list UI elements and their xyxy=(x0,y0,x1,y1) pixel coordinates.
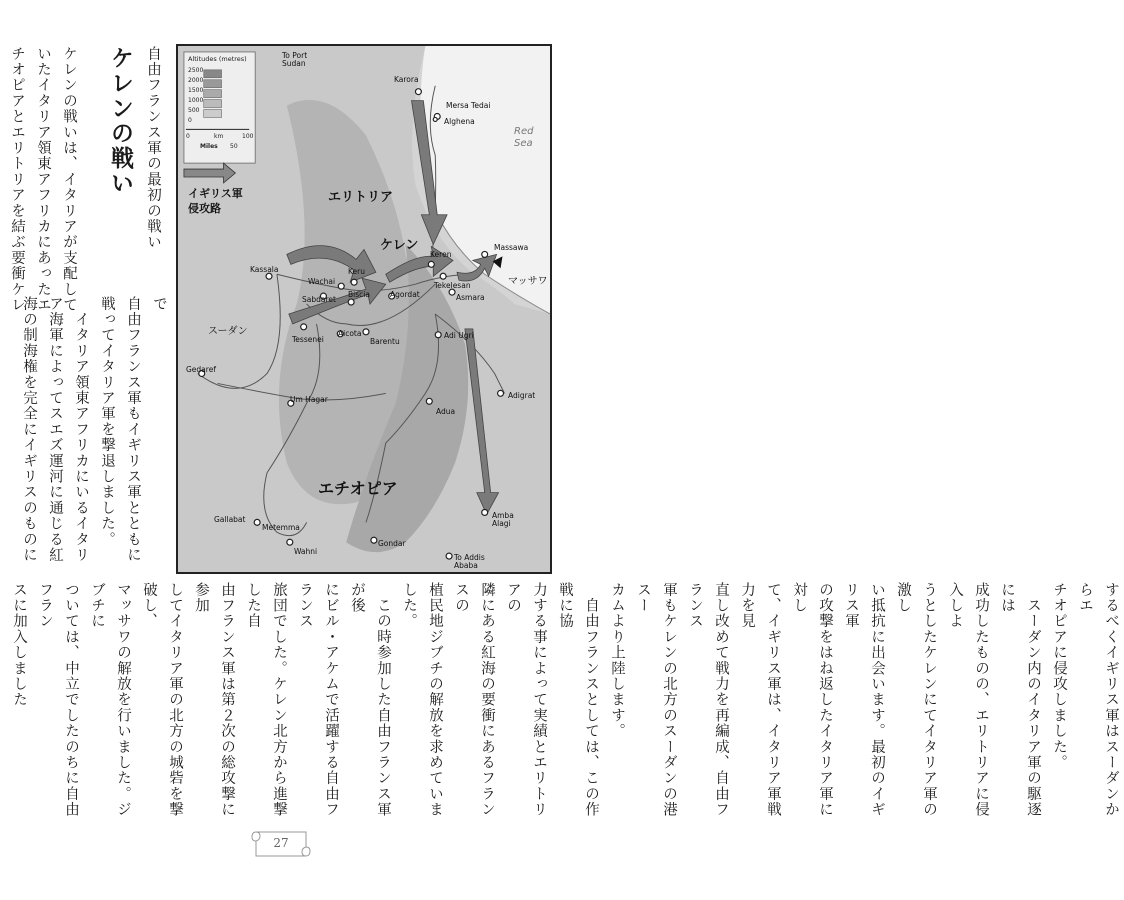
place-label: Adua xyxy=(436,407,456,416)
place-label: Barentu xyxy=(370,337,400,346)
scale-km: km xyxy=(214,133,224,140)
place-label: Wahni xyxy=(294,547,318,556)
place-label: Wachai xyxy=(308,277,336,286)
article-subtitle: 自由フランス軍の最初の戦い xyxy=(145,46,161,251)
place-label: Keru xyxy=(348,267,365,276)
scale-miles-value: 50 xyxy=(230,143,238,150)
place-label: Metemma xyxy=(262,523,300,532)
region-keren: ケレン xyxy=(380,238,419,253)
region-massawa: マッサワ xyxy=(508,276,548,287)
legend-level: 1500 xyxy=(188,87,204,94)
place-label: Keren xyxy=(430,250,452,259)
place-label: Aicota xyxy=(338,329,362,338)
region-eritrea: エリトリア xyxy=(328,190,394,205)
place-label: Biscia xyxy=(348,290,370,299)
region-ethiopia: エチオピア xyxy=(318,479,398,498)
page-number-text: 27 xyxy=(273,836,289,850)
place-label: Massawa xyxy=(494,243,529,252)
place-label: Mersa Tedai xyxy=(446,101,491,110)
scale-miles: Miles xyxy=(200,143,218,150)
place-label: Alghena xyxy=(444,117,475,126)
place-label: Amba Alagi xyxy=(492,511,514,528)
place-label: Karora xyxy=(394,75,419,84)
place-label: Kassala xyxy=(250,265,279,274)
article-title: ケレンの戦い xyxy=(107,46,133,196)
legend-level: 0 xyxy=(188,117,192,124)
legend-level: 1000 xyxy=(188,97,204,104)
place-label: Um Hagar xyxy=(290,395,328,404)
place-label: Asmara xyxy=(456,293,485,302)
place-label: To Addis Ababa xyxy=(454,553,485,570)
body-column-1: ケレンの戦いは、イタリアが支配して いたイタリア領東アフリカにあったエ チオピアとエリトリアを結ぶ要衝ケレ xyxy=(9,46,77,313)
place-label: Gondar xyxy=(378,539,406,548)
body-column-2: で 自由フランス軍もイギリス軍とともに 戦ってイタリア軍を撃退しました。 イタリア領東アフリカにいるイタリ ア海軍によってスエズ運河に通じる紅 海の制海権を完全にイギリスのものに xyxy=(21,296,167,563)
legend-level: 2500 xyxy=(188,67,204,74)
place-label: Agordat xyxy=(390,290,420,299)
legend-title: Altitudes (metres) xyxy=(188,55,247,63)
place-label: Gedaref xyxy=(186,365,216,374)
legend-level: 2000 xyxy=(188,77,204,84)
place-label: Adi Ugri xyxy=(444,331,474,340)
map-figure xyxy=(176,44,552,574)
region-sudan: スーダン xyxy=(208,326,248,337)
place-label: Gallabat xyxy=(214,515,246,524)
place-label: To Port Sudan xyxy=(282,51,308,68)
page-number xyxy=(250,826,312,862)
region-red-sea: Red Sea xyxy=(514,126,534,149)
place-label: Tekelesan xyxy=(434,281,471,290)
body-column-3: するべくイギリス軍はスーダンからエ チオピアに侵攻しました。 スーダン内のイタリア軍の駆逐には 成功したものの、エリトリアに侵入しよ うとしたケレンにてイタリア軍の激し い抵抗に出会います。最初のイギリス軍 の攻撃をはね返したイタリア軍に対し て、イギリス軍は、イタリア軍戦力を見 直し改めて戦力を再編成、自由フランス 軍もケレンの北方のスーダンの港スー カムより上陸します。 自由フランスとしては、この作戦に協 力する事によって実績とエリトリアの 隣にある紅海の要衝にあるフランスの 植民地ジブチの解放を求めていました。 この時参加した自由フランス軍が後 にビル・アケムで活躍する自由フランス 旅団でした。ケレン北方から進撃した自 由フランス軍は第２次の総攻撃に参加 してイタリア軍の北方の城砦を撃破し、 マッサワの解放を行いました。ジブチに ついては、中立でしたのちに自由フラン スに加入しました xyxy=(11,582,1119,818)
place-label: Adigrat xyxy=(508,391,536,400)
place-label: Tessenei xyxy=(292,335,324,344)
route-legend-label: イギリス軍 侵攻路 xyxy=(188,187,243,215)
place-label: Sabdaret xyxy=(302,295,336,304)
scale-zero: 0 xyxy=(186,133,190,140)
scale-max: 100 xyxy=(242,133,254,140)
legend-level: 500 xyxy=(188,107,200,114)
